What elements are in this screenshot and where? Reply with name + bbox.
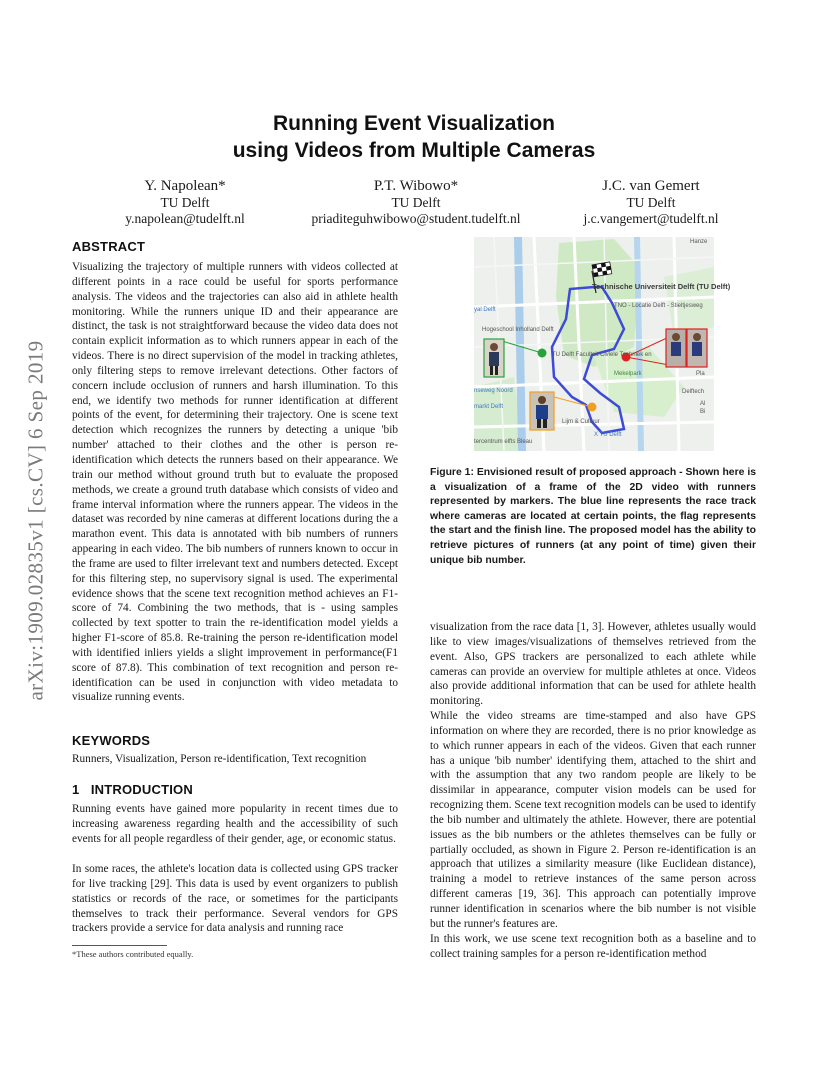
map-label-delftech: Delftech: [682, 389, 705, 395]
author-3: [556, 178, 746, 228]
author-affiliation: TU Delft: [160, 194, 210, 210]
author-affiliation: TU Delft: [626, 194, 676, 210]
author-email: priaditeguhwibowo@student.tudelft.nl: [311, 211, 521, 226]
runner-marker-orange: [588, 403, 597, 412]
arxiv-id: arXiv:1909.02835v1 [cs.CV] 6 Sep 2019: [23, 339, 48, 701]
runner-thumbnail-green: [484, 339, 504, 377]
right-paragraph-1: visualization from the race data [1, 3]. However, athletes usually would like to view images/visualizations of themselves retrieved from the event. Also, GPS trackers are personalized to each athlete while cameras can provide an overview for multiple athletes at once. Videos also provide additional information that can be used for athlete health monitoring.: [430, 621, 756, 708]
intro-paragraph-2: In some races, the athlete's location data is collected using GPS tracker for live tracking [29]. This data is used by event organizers to publish statistics or records of the race, or sometimes for the participants themselves to track their performance. Several vendors for GPS trackers provide a service for data analysis and running race: [72, 863, 398, 935]
keywords-heading: KEYWORDS: [72, 733, 151, 748]
figure-1-caption: Figure 1: Envisioned result of proposed approach - Shown here is a visualization of a frame of the 2D video with runners represented by markers. The blue line represents the race track where cameras are located at certain points, the flag represents the start and the finish line. The proposed model has the ability to retrieve pictures of runners (at any point of time) given their unique bib number.: [430, 467, 756, 566]
map-label-al: Al: [700, 401, 706, 407]
map-label-bi: Bi: [700, 409, 706, 415]
map-svg: [474, 237, 731, 451]
author-email: y.napolean@tudelft.nl: [125, 211, 245, 226]
keywords-text: Runners, Visualization, Person re-identification, Text recognition: [72, 753, 367, 765]
runner-marker-green: [538, 349, 547, 358]
footnote-divider: [72, 945, 167, 946]
arxiv-sidebar: [20, 290, 52, 750]
right-paragraph-2: While the video streams are time-stamped and also have GPS information on where they are recorded, there is no prior knowledge as to which runner appears in each of the videos. Given that each runner has a unique 'bib number' identifying them, attached to the shirt and with the assumption that any two random people are likely to be dissimilar in appearance, computer vision models can be used for recognizing them. Scene text recognition models can be used to identify the bib number and ultimately the athlete. However, there are potential issues as the bib numbers or the athletes themselves can be fully or partially occluded, as shown in Figure 2. Person re-identification is an approach that utilizes a similarity measure (like Euclidean distance), training a model to retrieve instances of the same person across different cameras [19, 36]. This approach can potentially improve runner identification in scenarios where the bib number is not visible but the runner's features are.: [430, 710, 756, 930]
author-affiliation: TU Delft: [391, 194, 441, 210]
runner-thumbnails-red: [666, 329, 707, 367]
right-paragraph-3: In this work, we use scene text recognition both as a baseline and to collect training samples for a person re-identification method: [430, 933, 756, 960]
map-label-tno: TNO - Locatie Delft - Stieltjesweg: [614, 303, 703, 309]
map-label-markt: markt Delft: [474, 404, 504, 410]
footnote: *These authors contributed equally.: [72, 949, 194, 959]
abstract-heading: ABSTRACT: [72, 239, 146, 254]
map-label-noord: nseweg Noord: [474, 388, 513, 394]
author-2: [298, 178, 534, 228]
map-label-hanze: Hanze: [690, 239, 708, 245]
figure-1-map: [474, 237, 731, 451]
paper-title: [100, 110, 728, 164]
author-name: Y. Napolean*: [144, 178, 226, 194]
author-name: P.T. Wibowo*: [373, 178, 459, 194]
map-label-mekelpark: Mekelpark: [614, 371, 642, 377]
author-email: j.c.vangemert@tudelft.nl: [583, 211, 719, 226]
intro-paragraph-1: Running events have gained more popularity in recent times due to increasing awareness regarding health and the accessibility of such events for all people regardless of their gender, age, or economic status.: [72, 803, 398, 845]
map-label-faculty: TU Delft Faculteit Civiele Techniek en: [552, 352, 652, 358]
runner-thumbnail-orange: [530, 392, 554, 430]
map-label-lijm: Lijm & Cultuur: [562, 419, 600, 425]
author-1: [100, 178, 270, 228]
map-label-campus: Technische Universiteit Delft (TU Delft): [592, 282, 731, 291]
map-label-pla: Pla: [696, 371, 705, 377]
map-label-centrum: tercentrum elfts Bleau: [474, 439, 533, 445]
map-label-hogeschool: Hogeschool Inholland Delft: [482, 327, 554, 333]
abstract-text: Visualizing the trajectory of multiple runners with videos collected at different points in a race could be useful for sports performance analysis. The videos and the trajectories can also aid in athlete health monitoring. While the runners unique ID and their appearance are distinct, the task is not straightforward because the video data does not contain explicit information as to which runners appear in each of the videos. There is no direct supervision of the model in tracking athletes, only filtering steps to remove irrelevant detections. Other factors of concern include occlusion of runners and harsh illumination. To this end, we identify two methods for runner identification at different points of the event, for determining their trajectory. One is scene text detection which recognizes the runners by detecting a unique 'bib number' attached to their clothes and the other is person re-identification which detects the runners based on their appearance. We train our method without ground truth but to evaluate the proposed methods, we create a ground truth database which consists of video and frame interval information where the runners appear. The videos in the dataset was recorded by nine cameras at different locations during the a marathon event. This data is annotated with bib numbers of runners appearing in each video. The bib numbers of runners known to occur in the frame are used to filter irrelevant text and numbers detected. Except for this filtering step, no supervisory signal is used. The experimental evidence shows that the scene text recognition method achieves an F1-score of 74. Combining the two methods, that is - using samples collected by text spotter to train the re-identification model yields a higher F1-score of 85.8. Re-training the person re-identification model with identified inliers yields a slight improvement in performance(F1 score of 87.8). This combination of text recognition and person re-identification can be used in conjunction with video metadata to visualize running events.: [72, 261, 398, 704]
title-line-1: Running Event Visualization: [273, 112, 555, 135]
author-name: J.C. van Gemert: [602, 178, 700, 194]
title-line-2: using Videos from Multiple Cameras: [232, 139, 596, 162]
map-label-delft-left: yal Delft: [474, 307, 496, 313]
map-label-tu-delft: X TU Delft: [594, 432, 622, 438]
introduction-heading: 1 INTRODUCTION: [72, 782, 193, 797]
